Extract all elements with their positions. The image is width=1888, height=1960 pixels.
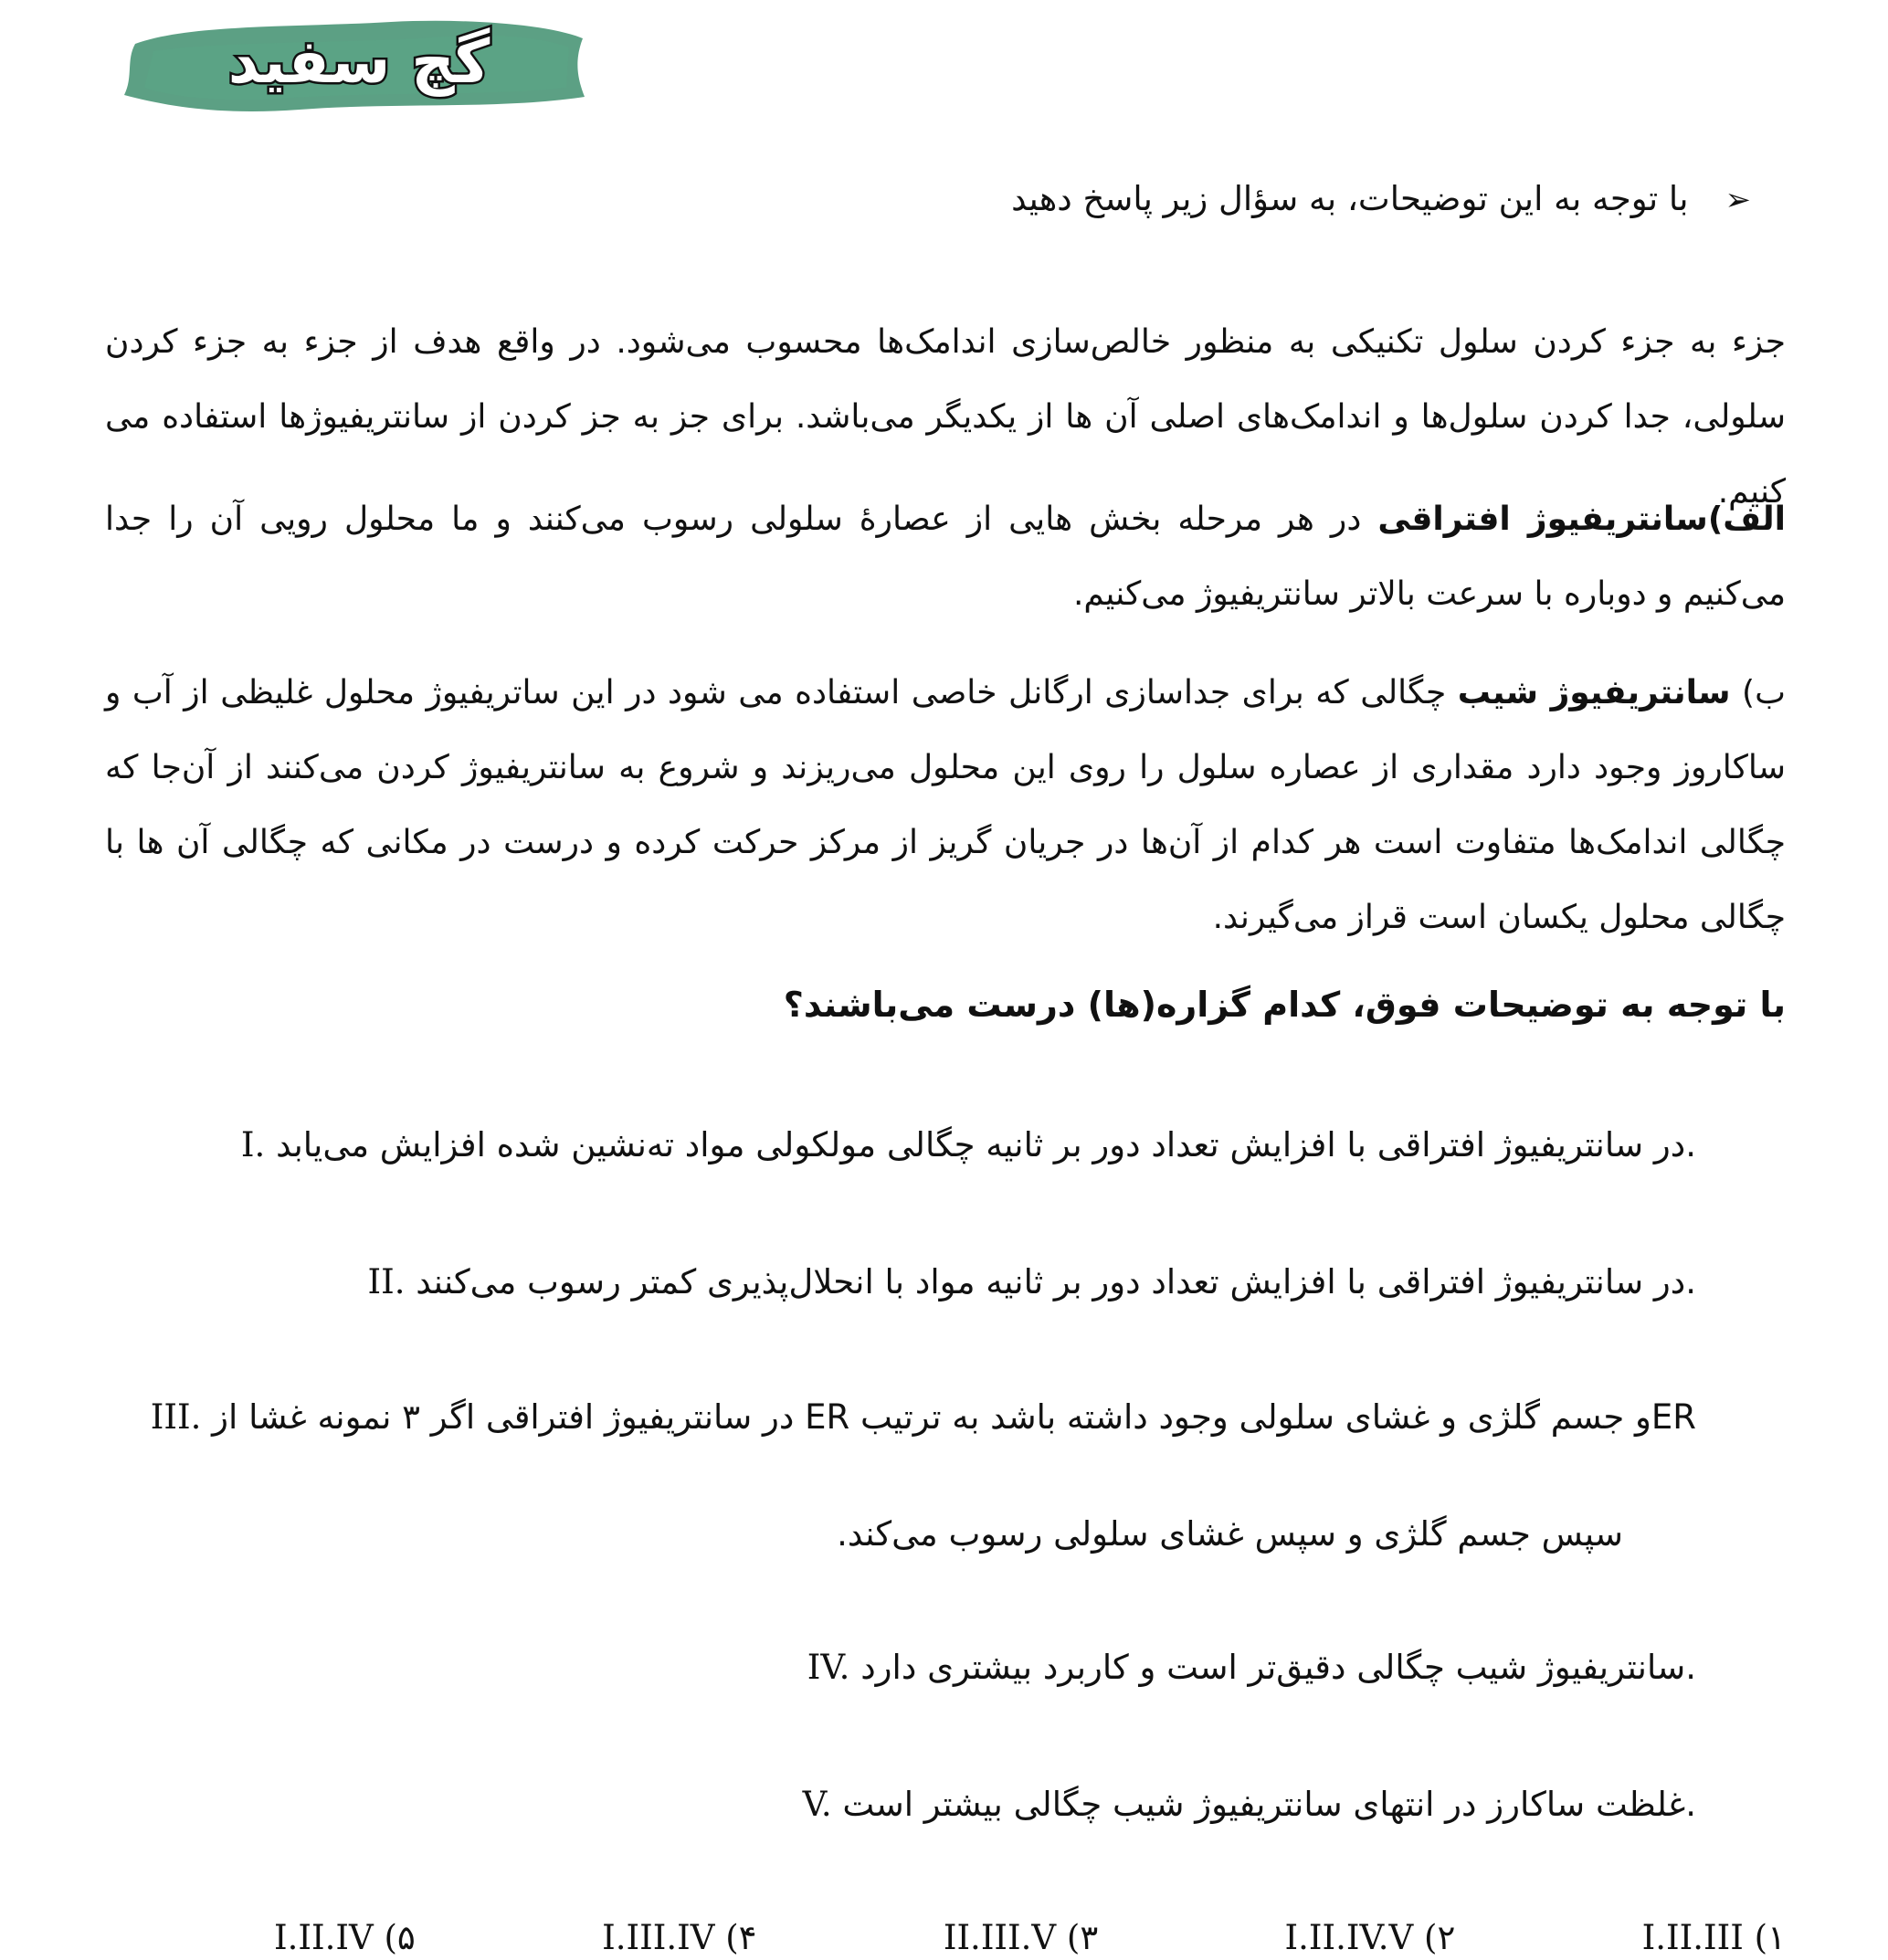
logo-text: گچ سفید — [227, 26, 490, 97]
option-2[interactable]: ۲) I.II.IV.V — [1284, 1918, 1456, 1957]
statement-number: V. — [802, 1785, 832, 1824]
statement-text: در سانتریفیوژ افتراقی با افزایش تعداد دور بر ثانیه مواد با انحلال‌پذیری کمتر رسوب می‌کنند. — [405, 1262, 1696, 1301]
paragraph-definition: جزء به جزء کردن سلول تکنیکی به منظور خالص‌سازی اندامک‌ها محسوب می‌شود. در واقع هدف از جزء به جزء کردن سلولی، جدا کردن سلول‌ها و اندامک‌های اصلی آن ها از یکدیگر می‌باشد. برای جز به جز کردن از سانتریفیوژها استفاده می کنیم. — [105, 323, 1786, 511]
density-gradient-text: چگالی که برای جداسازی ارگانل خاصی استفاده می شود در این ساتریفیوژ محلول غلیظی از آب و ساکاروز وجود دارد مقداری از عصاره سلول را روی این محلول می‌ریزند و شروع به سانتریفیوژ کردن می‌کنند از آن‌جا که چگالی اندامک‌ها متفاوت است هر کدام از آن‌ها در جریان گریز از مرکز حرکت کرده و درست در مکانی که چگالی آن ها با چگالی محلول یکسان است قراز می‌گیرند. — [105, 674, 1786, 936]
statement-text: در سانتریفیوژ افتراقی با افزایش تعداد دور بر ثانیه چگالی مولکولی مواد ته‌نشین شده افزایش می‌یابد. — [265, 1125, 1696, 1164]
intro-line — [198, 179, 1751, 218]
density-gradient-label: سانتریفیوژ شیب — [1457, 674, 1731, 711]
arrow-bullet-icon: ➢ — [1725, 182, 1751, 218]
statement-3-continued — [34, 1514, 1623, 1554]
differential-centrifuge-label: الف)سانتریفیوژ افتراقی — [1377, 501, 1787, 538]
statement-text: سانتریفیوژ شیب چگالی دقیق‌تر است و کاربرد بیشتری دارد. — [849, 1648, 1696, 1687]
statement-2 — [107, 1262, 1696, 1302]
statement-text: غلظت ساکارز در انتهای سانتریفیوژ شیب چگالی بیشتر است. — [831, 1785, 1696, 1824]
gach-sefid-logo — [117, 7, 592, 126]
statement-number: III. — [150, 1397, 202, 1437]
statement-3 — [107, 1397, 1696, 1438]
option-3[interactable]: ۳) II.III.V — [943, 1918, 1099, 1957]
statement-1 — [107, 1125, 1696, 1165]
option-4[interactable]: ۴) I.III.IV — [602, 1918, 757, 1957]
density-gradient-prefix: ب) — [1730, 674, 1786, 711]
statement-text: سپس جسم گلژی و سپس غشای سلولی رسوب می‌کند. — [837, 1514, 1623, 1554]
option-1[interactable]: ۱) I.II.III — [1641, 1918, 1786, 1957]
answer-options — [274, 1918, 1786, 1957]
statement-4 — [107, 1648, 1696, 1688]
option-5[interactable]: ۵) I.II.IV — [274, 1918, 416, 1957]
logo-graphic — [117, 7, 592, 126]
statement-text: در سانتریفیوژ افتراقی اگر ۳ نمونه غشا از ER و جسم گلژی و غشای سلولی وجود داشته باشد به ترتیبER — [201, 1397, 1696, 1437]
question-heading: با توجه به توضیحات فوق، کدام گزاره(ها) درست می‌باشند؟ — [783, 985, 1786, 1025]
differential-centrifuge-text: در هر مرحله بخش هایی از عصارهٔ سلولی رسوب می‌کنند و ما محلول رویی آن را جدا می‌کنیم و دوباره با سرعت بالاتر سانتریفیوژ می‌کنیم. — [105, 501, 1786, 613]
paragraph-density-gradient — [105, 656, 1786, 955]
statement-number: IV. — [807, 1648, 850, 1687]
intro-text: با توجه به این توضیحات، به سؤال زیر پاسخ دهید — [1011, 179, 1689, 218]
statement-number: II. — [367, 1262, 406, 1301]
statement-number: I. — [240, 1125, 266, 1164]
statement-5 — [107, 1785, 1696, 1825]
paragraph-differential-centrifuge — [105, 482, 1786, 632]
